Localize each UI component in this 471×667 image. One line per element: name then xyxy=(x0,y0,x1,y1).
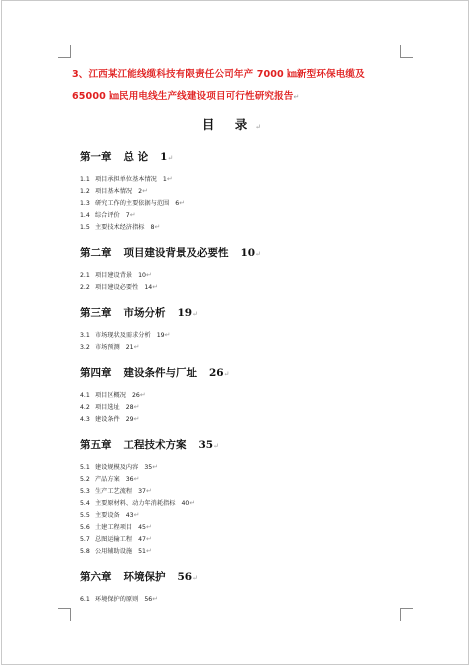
section-title: 公用辅助设施 xyxy=(95,548,133,555)
chapter-title: 工程技术方案 xyxy=(123,439,187,451)
section-page: 36 xyxy=(125,476,134,483)
section-title: 市场预测 xyxy=(95,344,120,351)
chapter-title: 环境保护 xyxy=(123,571,166,583)
section-number: 3.2 xyxy=(80,344,90,351)
paragraph-mark: ↵ xyxy=(255,250,261,258)
section-title: 建设规模及内容 xyxy=(95,464,139,471)
chapter-number: 第六章 xyxy=(80,571,112,583)
toc-section-entry[interactable] xyxy=(80,401,410,413)
section-title: 土建工程项目 xyxy=(95,524,133,531)
document-title-line-1: 3、江西某江能线缆科技有限责任公司年产 7000 ㎞新型环保电缆及 xyxy=(72,69,365,80)
section-number: 6.1 xyxy=(80,596,90,603)
section-title: 综合评价 xyxy=(95,212,120,219)
section-title: 项目基本情况 xyxy=(95,188,133,195)
toc-section-entry[interactable] xyxy=(80,329,410,341)
toc-section-entry[interactable] xyxy=(80,281,410,293)
section-page: 6 xyxy=(175,200,180,207)
crop-mark-top-left xyxy=(58,45,71,58)
toc-chapter-block xyxy=(80,436,410,557)
toc-chapter-entry[interactable] xyxy=(80,244,410,262)
toc-section-entry[interactable] xyxy=(80,197,410,209)
toc-chapter-block xyxy=(80,568,410,605)
section-number: 3.1 xyxy=(80,332,90,339)
toc-section-entry[interactable] xyxy=(80,497,410,509)
section-number: 4.2 xyxy=(80,404,90,411)
section-page: 47 xyxy=(138,536,146,543)
paragraph-mark: ↵ xyxy=(166,175,173,183)
paragraph-mark: ↵ xyxy=(164,331,171,339)
paragraph-mark: ↵ xyxy=(146,487,152,495)
section-title: 项目区概况 xyxy=(95,392,126,399)
paragraph-mark: ↵ xyxy=(213,442,219,450)
paragraph-mark: ↵ xyxy=(133,475,140,483)
chapter-title: 总 论 xyxy=(123,151,149,163)
toc-chapter-entry[interactable] xyxy=(80,436,410,454)
section-page: 2 xyxy=(138,188,143,195)
paragraph-mark: ↵ xyxy=(154,223,161,231)
paragraph-mark: ↵ xyxy=(192,574,198,582)
toc-chapter-entry[interactable] xyxy=(80,568,410,586)
toc-section-entry[interactable] xyxy=(80,461,410,473)
paragraph-mark: ↵ xyxy=(146,523,152,531)
section-page: 21 xyxy=(125,344,134,351)
section-title: 主要设备 xyxy=(95,512,120,519)
paragraph-mark: ↵ xyxy=(142,187,148,195)
section-title: 项目建设背景 xyxy=(95,272,133,279)
section-title: 项目承担单位基本情况 xyxy=(95,176,157,183)
paragraph-mark: ↵ xyxy=(133,511,140,519)
section-title: 总图运输工程 xyxy=(95,536,133,543)
chapter-page: 26 xyxy=(209,367,224,379)
paragraph-mark: ↵ xyxy=(152,283,159,291)
toc-section-entry[interactable] xyxy=(80,485,410,497)
chapter-number: 第一章 xyxy=(80,151,112,163)
section-page: 28 xyxy=(125,404,134,411)
section-title: 项目建设必要性 xyxy=(95,284,139,291)
section-title: 生产工艺流程 xyxy=(95,488,133,495)
crop-mark-top-right xyxy=(400,45,413,58)
section-page: 37 xyxy=(138,488,146,495)
section-page: 40 xyxy=(181,500,190,507)
chapter-page: 19 xyxy=(177,307,193,319)
section-number: 1.3 xyxy=(80,200,90,207)
paragraph-mark: ↵ xyxy=(139,391,146,399)
paragraph-mark: ↵ xyxy=(223,370,230,378)
crop-mark-bottom-left xyxy=(58,608,71,621)
section-number: 1.1 xyxy=(80,176,90,183)
section-title: 建设条件 xyxy=(95,416,120,423)
toc-section-entry[interactable] xyxy=(80,593,410,605)
section-number: 2.2 xyxy=(80,284,90,291)
paragraph-mark: ↵ xyxy=(152,463,159,471)
paragraph-mark: ↵ xyxy=(167,154,174,162)
section-number: 5.3 xyxy=(80,488,90,495)
toc-chapter-block xyxy=(80,148,410,233)
toc-section-entry[interactable] xyxy=(80,209,410,221)
paragraph-mark: ↵ xyxy=(146,271,152,279)
toc-section-entry[interactable] xyxy=(80,173,410,185)
chapter-page: 56 xyxy=(177,571,193,583)
toc-section-entry[interactable] xyxy=(80,509,410,521)
toc-heading[interactable] xyxy=(0,115,471,133)
paragraph-mark: ↵ xyxy=(146,547,152,555)
section-title: 主要原材料、动力年消耗指标 xyxy=(95,500,176,507)
chapter-number: 第四章 xyxy=(80,367,112,379)
toc-chapter-entry[interactable] xyxy=(80,148,410,166)
section-number: 2.1 xyxy=(80,272,90,279)
paragraph-mark: ↵ xyxy=(255,123,270,131)
table-of-contents xyxy=(80,148,410,616)
toc-section-entry[interactable] xyxy=(80,413,410,425)
section-title: 产品方案 xyxy=(95,476,120,483)
chapter-number: 第三章 xyxy=(80,307,112,319)
section-page: 7 xyxy=(125,212,130,219)
paragraph-mark: ↵ xyxy=(133,403,140,411)
toc-chapter-entry[interactable] xyxy=(80,364,410,382)
section-number: 1.2 xyxy=(80,188,90,195)
document-title[interactable] xyxy=(72,64,412,108)
chapter-page: 10 xyxy=(240,247,256,259)
chapter-title: 建设条件与厂址 xyxy=(123,367,197,379)
paragraph-mark: ↵ xyxy=(152,595,159,603)
section-number: 5.2 xyxy=(80,476,90,483)
section-number: 5.7 xyxy=(80,536,90,543)
chapter-page: 1 xyxy=(160,151,168,163)
toc-chapter-block xyxy=(80,364,410,425)
section-number: 5.4 xyxy=(80,500,90,507)
paragraph-mark: ↵ xyxy=(293,93,300,101)
section-title: 市场现状及需求分析 xyxy=(95,332,151,339)
toc-chapter-block xyxy=(80,304,410,353)
chapter-title: 市场分析 xyxy=(123,307,166,319)
paragraph-mark: ↵ xyxy=(146,535,152,543)
toc-section-entry[interactable] xyxy=(80,473,410,485)
chapter-number: 第五章 xyxy=(80,439,112,451)
toc-chapter-entry[interactable] xyxy=(80,304,410,322)
toc-section-entry[interactable] xyxy=(80,533,410,545)
section-number: 5.5 xyxy=(80,512,90,519)
chapter-page: 35 xyxy=(198,439,214,451)
section-title: 环境保护的原则 xyxy=(95,596,139,603)
section-number: 5.6 xyxy=(80,524,90,531)
section-page: 10 xyxy=(138,272,146,279)
section-number: 4.1 xyxy=(80,392,90,399)
section-number: 4.3 xyxy=(80,416,90,423)
section-page: 19 xyxy=(156,332,165,339)
paragraph-mark: ↵ xyxy=(192,310,198,318)
toc-section-entry[interactable] xyxy=(80,545,410,557)
section-page: 51 xyxy=(138,548,146,555)
toc-section-entry[interactable] xyxy=(80,185,410,197)
paragraph-mark: ↵ xyxy=(133,415,140,423)
toc-section-entry[interactable] xyxy=(80,389,410,401)
toc-section-entry[interactable] xyxy=(80,521,410,533)
section-page: 26 xyxy=(131,392,140,399)
paragraph-mark: ↵ xyxy=(133,343,140,351)
section-number: 1.5 xyxy=(80,224,90,231)
toc-chapter-block xyxy=(80,244,410,293)
chapter-number: 第二章 xyxy=(80,247,112,259)
toc-section-entry[interactable] xyxy=(80,221,410,233)
section-page: 14 xyxy=(144,284,153,291)
section-title: 主要技术经济指标 xyxy=(95,224,145,231)
section-number: 1.4 xyxy=(80,212,90,219)
section-number: 5.1 xyxy=(80,464,90,471)
document-title-line-2: 65000 ㎞民用电线生产线建设项目可行性研究报告 xyxy=(72,91,294,102)
chapter-title: 项目建设背景及必要性 xyxy=(123,247,229,259)
section-page: 43 xyxy=(125,512,134,519)
paragraph-mark: ↵ xyxy=(129,211,136,219)
section-page: 8 xyxy=(150,224,155,231)
paragraph-mark: ↵ xyxy=(189,499,196,507)
section-page: 45 xyxy=(138,524,146,531)
section-number: 5.8 xyxy=(80,548,90,555)
section-title: 项目选址 xyxy=(95,404,120,411)
section-page: 29 xyxy=(125,416,134,423)
toc-section-entry[interactable] xyxy=(80,269,410,281)
toc-section-entry[interactable] xyxy=(80,341,410,353)
section-page: 1 xyxy=(162,176,167,183)
toc-heading-text: 目 录 xyxy=(201,117,256,132)
paragraph-mark: ↵ xyxy=(179,199,186,207)
section-page: 56 xyxy=(144,596,153,603)
section-page: 35 xyxy=(144,464,153,471)
section-title: 研究工作的主要依据与范围 xyxy=(95,200,170,207)
